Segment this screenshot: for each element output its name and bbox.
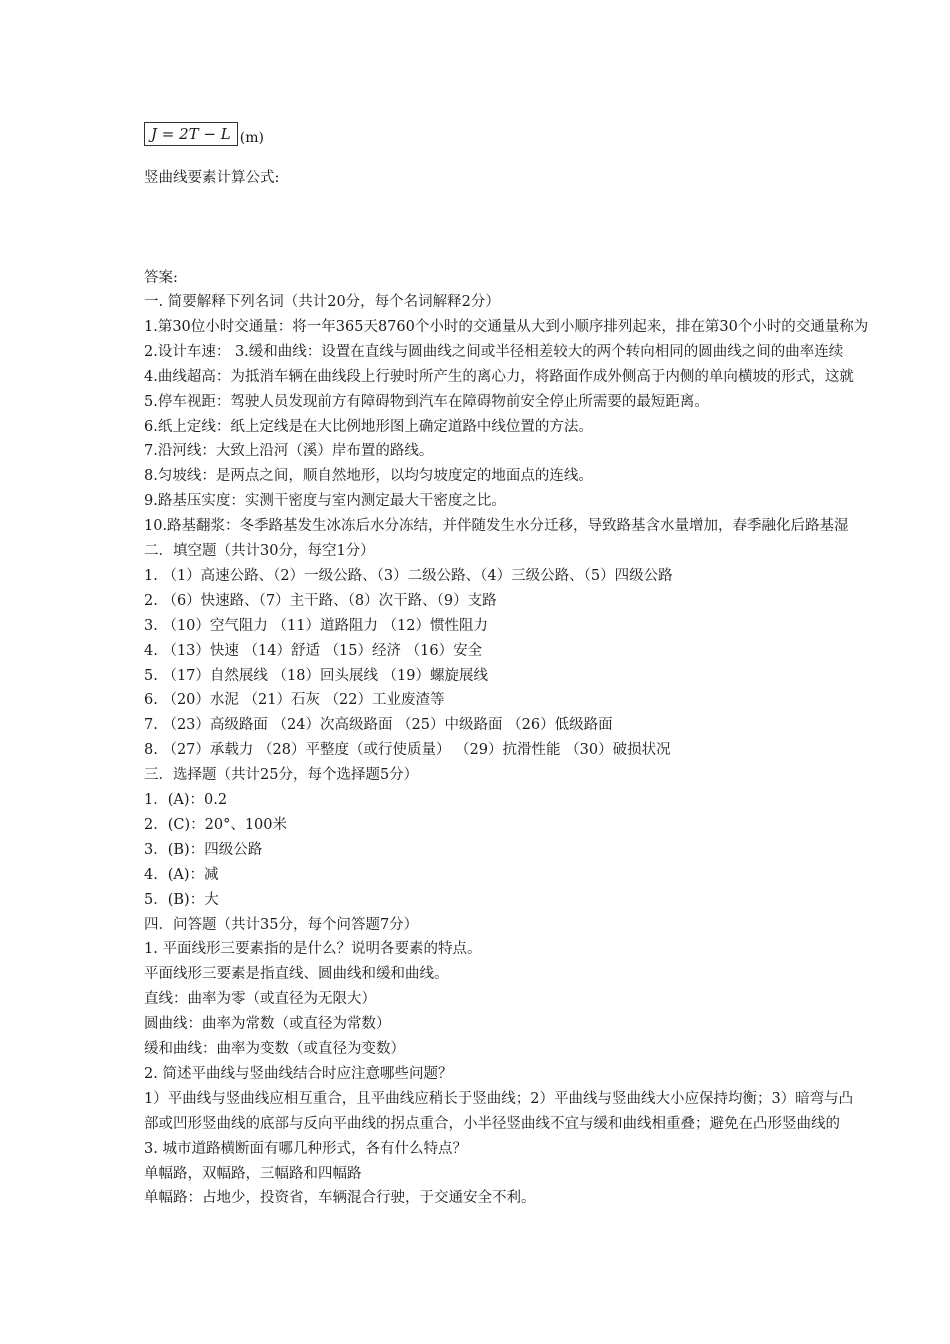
- text-line: 3. （10）空气阻力 （11）道路阻力 （12）惯性阻力: [144, 617, 489, 634]
- text-line: 4．(A)：减: [144, 866, 219, 883]
- text-line: 5.停车视距：驾驶人员发现前方有障碍物到汽车在障碍物前安全停止所需要的最短距离。: [144, 393, 709, 410]
- text-line: 4.曲线超高：为抵消车辆在曲线段上行驶时所产生的离心力，将路面作成外侧高于内侧的单向横坡的形式，这就: [144, 368, 854, 385]
- text-line: 单幅路：占地少，投资省，车辆混合行驶，于交通安全不利。: [144, 1190, 536, 1207]
- text-line: 直线：曲率为零（或直径为无限大）: [144, 991, 376, 1008]
- text-line: 7.沿河线：大致上沿河（溪）岸布置的路线。: [144, 443, 434, 460]
- answer-label: 答案:: [144, 270, 178, 286]
- text-line: 圆曲线：曲率为常数（或直径为常数）: [144, 1016, 391, 1033]
- text-line: 2．(C)：20°、100米: [144, 816, 288, 833]
- formula-row: [144, 122, 264, 150]
- text-line: 9.路基压实度：实测干密度与室内测定最大干密度之比。: [144, 493, 506, 510]
- text-line: 三．选择题（共计25分，每个选择题5分）: [144, 767, 419, 784]
- text-line: 四．问答题（共计35分，每个问答题7分）: [144, 916, 419, 933]
- text-line: 1. 平面线形三要素指的是什么？说明各要素的特点。: [144, 941, 482, 958]
- text-line: 4. （13）快速 （14）舒适 （15）经济 （16）安全: [144, 642, 483, 659]
- text-line: 2. （6）快速路、（7）主干路、（8）次干路、（9）支路: [144, 592, 497, 609]
- text-line: 1.第30位小时交通量：将一年365天8760个小时的交通量从大到小顺序排列起来，排在第30个小时的交通量称为: [144, 318, 869, 335]
- text-line: 7. （23）高级路面 （24）次高级路面 （25）中级路面 （26）低级路面: [144, 717, 613, 734]
- text-line: 缓和曲线：曲率为变数（或直径为变数）: [144, 1041, 405, 1057]
- text-line: 3. 城市道路横断面有哪几种形式，各有什么特点？: [144, 1140, 467, 1157]
- text-line: 3．(B)：四级公路: [144, 841, 263, 858]
- formula-image: J = 2T − L: [144, 122, 238, 146]
- text-line: 1．(A)：0.2: [144, 792, 228, 808]
- text-line: 单幅路，双幅路，三幅路和四幅路: [144, 1165, 362, 1182]
- formula-unit: (m): [239, 130, 264, 146]
- text-line: 2.设计车速： 3.缓和曲线：设置在直线与圆曲线之间或半径相差较大的两个转向相同的圆曲线之间的曲率连续: [144, 343, 844, 360]
- text-line: 1. （1）高速公路、（2）一级公路、（3）二级公路、（4）三级公路、（5）四级公路: [144, 567, 673, 584]
- text-line: 部或凹形竖曲线的底部与反向平曲线的拐点重合，小半径竖曲线不宜与缓和曲线相重叠；避免在凸形竖曲线的: [144, 1115, 840, 1132]
- text-line: 平面线形三要素是指直线、圆曲线和缓和曲线。: [144, 966, 449, 983]
- text-line: 6. （20）水泥 （21）石灰 （22）工业废渣等: [144, 692, 445, 709]
- text-line: 10.路基翻浆：冬季路基发生冰冻后水分冻结，并伴随发生水分迁移，导致路基含水量增加，春季融化后路基湿: [144, 518, 849, 535]
- text-line: 8.匀坡线：是两点之间，顺自然地形，以均匀坡度定的地面点的连线。: [144, 468, 593, 485]
- text-line: 一. 简要解释下列名词（共计20分，每个名词解释2分）: [144, 294, 500, 310]
- text-line: 1）平曲线与竖曲线应相互重合，且平曲线应稍长于竖曲线；2）平曲线与竖曲线大小应保持均衡；3）暗弯与凸: [144, 1090, 854, 1107]
- text-line: 二．填空题（共计30分，每空1分）: [144, 543, 375, 559]
- text-line: 5．(B)：大: [144, 891, 219, 908]
- text-line: 6.纸上定线：纸上定线是在大比例地形图上确定道路中线位置的方法。: [144, 418, 593, 435]
- text-line: 2. 简述平曲线与竖曲线结合时应注意哪些问题？: [144, 1065, 453, 1082]
- text-line: 8. （27）承载力 （28）平整度（或行使质量） （29）抗滑性能 （30）破损状况: [144, 742, 671, 759]
- vertical-curve-title: 竖曲线要素计算公式:: [144, 170, 280, 186]
- text-line: 5. （17）自然展线 （18）回头展线 （19）螺旋展线: [144, 667, 489, 684]
